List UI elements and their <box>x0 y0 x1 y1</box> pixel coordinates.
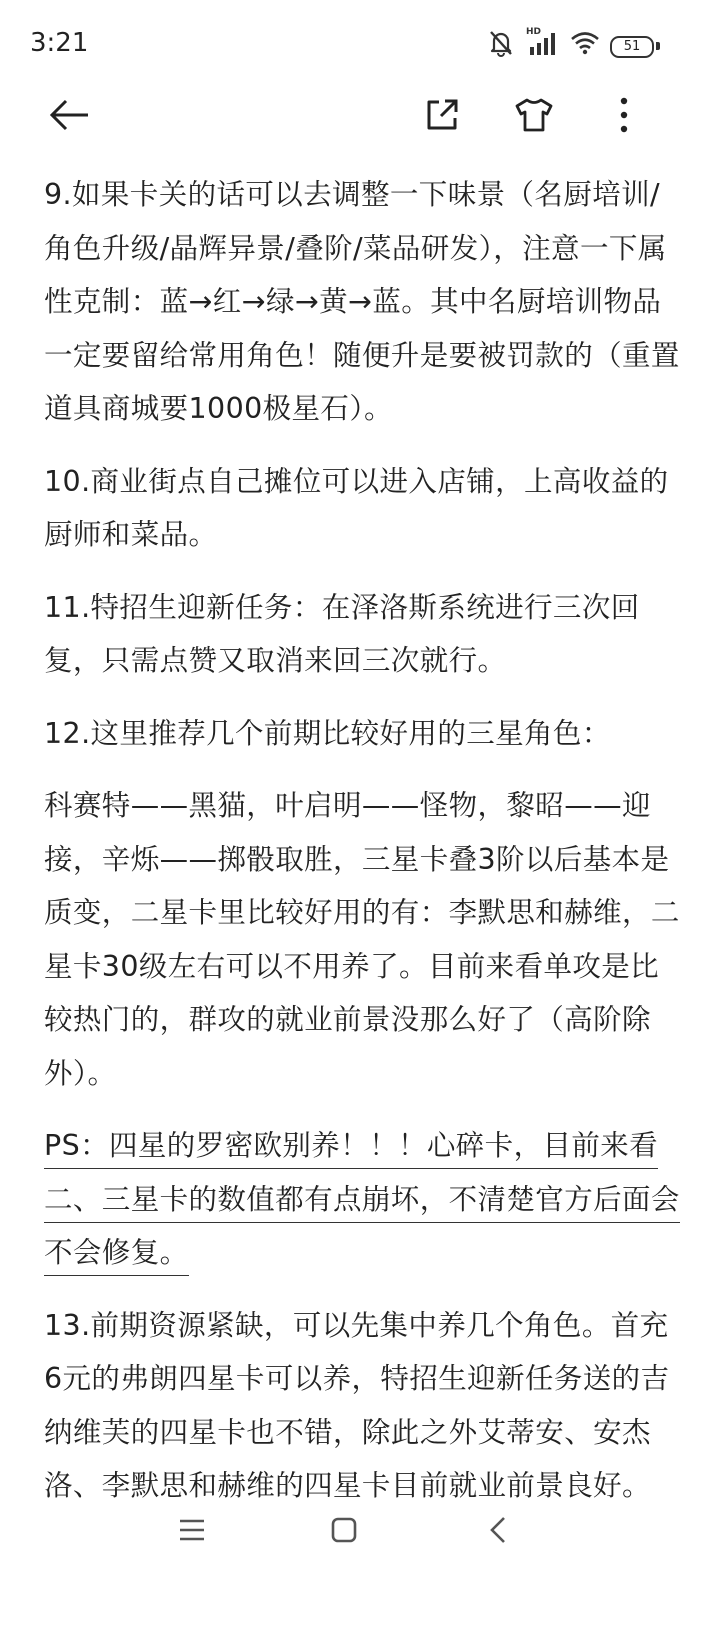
bell-muted-icon <box>488 29 514 57</box>
home-square-icon <box>330 1516 358 1544</box>
menu-button[interactable] <box>162 1505 222 1555</box>
paragraph-9: 9.如果卡关的话可以去调整一下味景（名厨培训/角色升级/晶辉异景/叠阶/菜品研发），注意一下属性克制：蓝→红→绿→黄→蓝。其中名厨培训物品一定要留给常用角色！随便升是要被罚款的（重置道具商城要1000极星石）。 <box>44 178 680 425</box>
share-icon <box>423 96 461 134</box>
menu-icon <box>178 1518 206 1542</box>
status-icons <box>488 28 600 58</box>
wifi-icon <box>570 31 600 55</box>
paragraph-11: 11.特招生迎新任务：在泽洛斯系统进行三次回复，只需点赞又取消来回三次就行。 <box>44 590 640 677</box>
paragraph-12-detail: 科赛特——黑猫，叶启明——怪物，黎昭——迎接，辛烁——掷骰取胜，三星卡叠3阶以后基本是质变，二星卡里比较好用的有：李默思和赫维，二星卡30级左右可以不用养了。目前来看单攻是比较热门的，群攻的就业前景没那么好了（高阶除外）。 <box>44 789 680 1090</box>
app-bar <box>0 70 720 160</box>
battery-level: 51 <box>623 39 641 54</box>
more-vert-icon <box>619 97 629 133</box>
more-button[interactable] <box>594 85 654 145</box>
battery-icon <box>610 36 654 58</box>
shirt-icon <box>514 97 554 133</box>
system-back-button[interactable] <box>468 1505 528 1555</box>
home-button[interactable] <box>314 1505 374 1555</box>
share-button[interactable] <box>412 85 472 145</box>
system-nav-bar <box>0 1500 720 1560</box>
hd-label: HD <box>526 27 542 37</box>
back-button[interactable] <box>40 85 100 145</box>
article-body <box>44 168 684 1532</box>
back-chevron-icon <box>488 1516 508 1544</box>
paragraph-10: 10.商业街点自己摊位可以进入店铺，上高收益的厨师和菜品。 <box>44 464 669 551</box>
theme-button[interactable] <box>504 85 564 145</box>
status-time: 3:21 <box>30 28 89 58</box>
back-arrow-icon <box>48 97 92 133</box>
ps-note-text: PS：四星的罗密欧别养！！！心碎卡，目前来看二、三星卡的数值都有点崩坏，不清楚官方后面会不会修复。 <box>44 1129 680 1276</box>
signal-icon <box>526 29 558 57</box>
battery-tip <box>656 42 660 50</box>
paragraph-12: 12.这里推荐几个前期比较好用的三星角色： <box>44 716 611 750</box>
paragraph-13: 13.前期资源紧缺，可以先集中养几个角色。首充6元的弗朗四星卡可以养，特招生迎新任务送的吉纳维芙的四星卡也不错，除此之外艾蒂安、安杰洛、李默思和赫维的四星卡目前就业前景良好。 <box>44 1308 670 1502</box>
ps-note <box>44 1119 684 1280</box>
